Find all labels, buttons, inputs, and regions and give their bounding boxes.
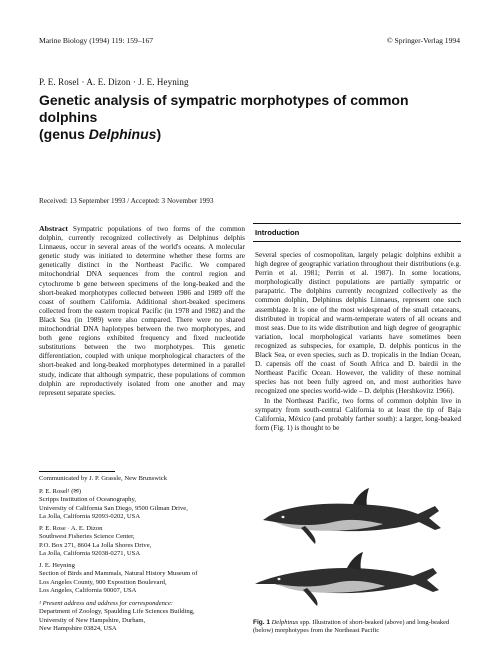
address-line: Department of Zoology, Spaulding Life Sciences Building, bbox=[39, 608, 195, 616]
title-genus: Delphinus bbox=[88, 126, 157, 142]
journal-citation: Marine Biology (1994) 119: 159–167 bbox=[39, 36, 154, 45]
footnote-rule bbox=[39, 471, 115, 472]
communicated-by: Communicated by J. P. Grassle, New Brunswick bbox=[39, 475, 168, 482]
present-address-block bbox=[39, 600, 259, 633]
short-beaked-dolphin bbox=[263, 488, 441, 544]
address-line: Scripps Institution of Oceanography, bbox=[39, 496, 136, 504]
address-line: La Jolla, California 92093-0202, USA bbox=[39, 512, 141, 520]
abstract bbox=[39, 224, 245, 398]
address-block-3 bbox=[39, 562, 259, 595]
dolphin-illustration bbox=[253, 484, 461, 614]
abstract-heading: Abstract bbox=[39, 224, 69, 233]
address-line: University of California San Diego, 9500 Gilman Drive, bbox=[39, 504, 188, 512]
intro-paragraph-1: Several species of cosmopolitan, largely pelagic dolphins exhibit a high degree of geographic variation throughout their distributions (e.g. Perrin et al. 1981; Perrin et al. 1987). In some locations, morphologically distinct populations are partially sympatric or parapatric. The dolphins currently recognized collectively as the common dolphin, Delphinus delphis Linnaeus, represent one such assemblage. It is one of the most widespread of the small cetaceans, distributed in tropical and warm-temperate waters of all oceans and most seas. Due to its wide distribution and high degree of geographic variation, local morphological variants have sometimes been recognized as subspecies, for example, D. delphis ponticus in the Black Sea, or even species, such as D. tropicalis in the Indian Ocean, D. capensis off the coast of South Africa and D. bairdii in the Northeast Pacific Ocean. However, the validity of these nominal species has not been fully agreed on, and most authorities have recognized one species world-wide – D. delphis (Hershkovitz 1966). bbox=[255, 251, 461, 396]
figure-label: Fig. 1 bbox=[253, 619, 270, 626]
copyright-notice: © Springer-Verlag 1994 bbox=[386, 36, 460, 45]
address-line: P.O. Box 271, 8604 La Jolla Shores Drive, bbox=[39, 541, 152, 549]
address-line: La Jolla, California 92038-0271, USA bbox=[39, 549, 141, 557]
address-line: Los Angeles County, 900 Exposition Boulevard, bbox=[39, 578, 167, 586]
paper-title bbox=[39, 92, 459, 143]
address-line: New Hampshire 03824, USA bbox=[39, 624, 117, 632]
author-list: P. E. Rosel · A. E. Dizon · J. E. Heyning bbox=[39, 77, 189, 87]
present-address-label: ¹ Present address and address for correspondence: bbox=[39, 600, 173, 607]
figure-genus: Delphinus bbox=[271, 619, 299, 626]
address-line: Los Angeles, California 90007, USA bbox=[39, 586, 137, 594]
figure-caption-text: spp. Illustration of short-beaked (above) and long-beaked (below) morphotypes from the Northeast Pacific bbox=[253, 619, 450, 635]
long-beaked-dolphin bbox=[255, 552, 439, 606]
title-suffix: ) bbox=[156, 126, 162, 142]
introduction-body bbox=[255, 251, 461, 433]
abstract-text: Sympatric populations of two forms of the common dolphin, currently recognized collectively as Delphinus delphis Linnaeus, occur in several areas of the world's oceans. A molecular genetic study was initiated to determine whether these forms are genetically distinct in the Northeast Pacific. We compared mitochondrial DNA sequences from the control region and cytochrome b gene between specimens of the long-beaked and the short-beaked morphotypes collected between 1986 and 1989 off the coast of southern California. Additional short-beaked specimens collected from the eastern tropical Pacific (in 1978 and 1982) and the Black Sea (in 1989) were also compared. There were no shared mitochondrial DNA haplotypes between the two morphotypes, and both gene regions exhibited frequency and fixed nucleotide substitutions between the two morphotypes. This genetic differentiation, coupled with unique morphological characters of the short-beaked and long-beaked morphotypes determined in a parallel study, indicate that although sympatric, these populations of common dolphin are reproductively isolated from one another and may represent separate species. bbox=[39, 225, 245, 397]
address-block-1 bbox=[39, 488, 259, 521]
address-line: P. E. Rosel¹ (✉) bbox=[39, 488, 82, 495]
intro-paragraph-2: In the Northeast Pacific, two forms of common dolphin live in sympatry from south-central California to at least the tip of Baja California, México (and probably farther south): a larger, long-beaked form (Fig. 1) is thought to be bbox=[255, 396, 461, 432]
section-heading-introduction: Introduction bbox=[255, 228, 300, 237]
title-line-1: Genetic analysis of sympatric morphotypes of common dolphins bbox=[39, 92, 409, 125]
address-block-2 bbox=[39, 525, 259, 558]
address-line: Southwest Fisheries Science Center, bbox=[39, 533, 135, 541]
title-line-2 bbox=[39, 126, 459, 143]
address-line: Section of Birds and Mammals, Natural History Museum of bbox=[39, 570, 198, 578]
address-line: University of New Hampshire, Durham, bbox=[39, 616, 146, 624]
address-line: P. E. Rose · A. E. Dizon bbox=[39, 525, 103, 532]
title-prefix: (genus bbox=[39, 126, 89, 142]
figure-caption bbox=[253, 619, 461, 635]
address-line: J. E. Heyning bbox=[39, 562, 75, 569]
received-dates: Received: 13 September 1993 / Accepted: 3 November 1993 bbox=[39, 197, 214, 205]
